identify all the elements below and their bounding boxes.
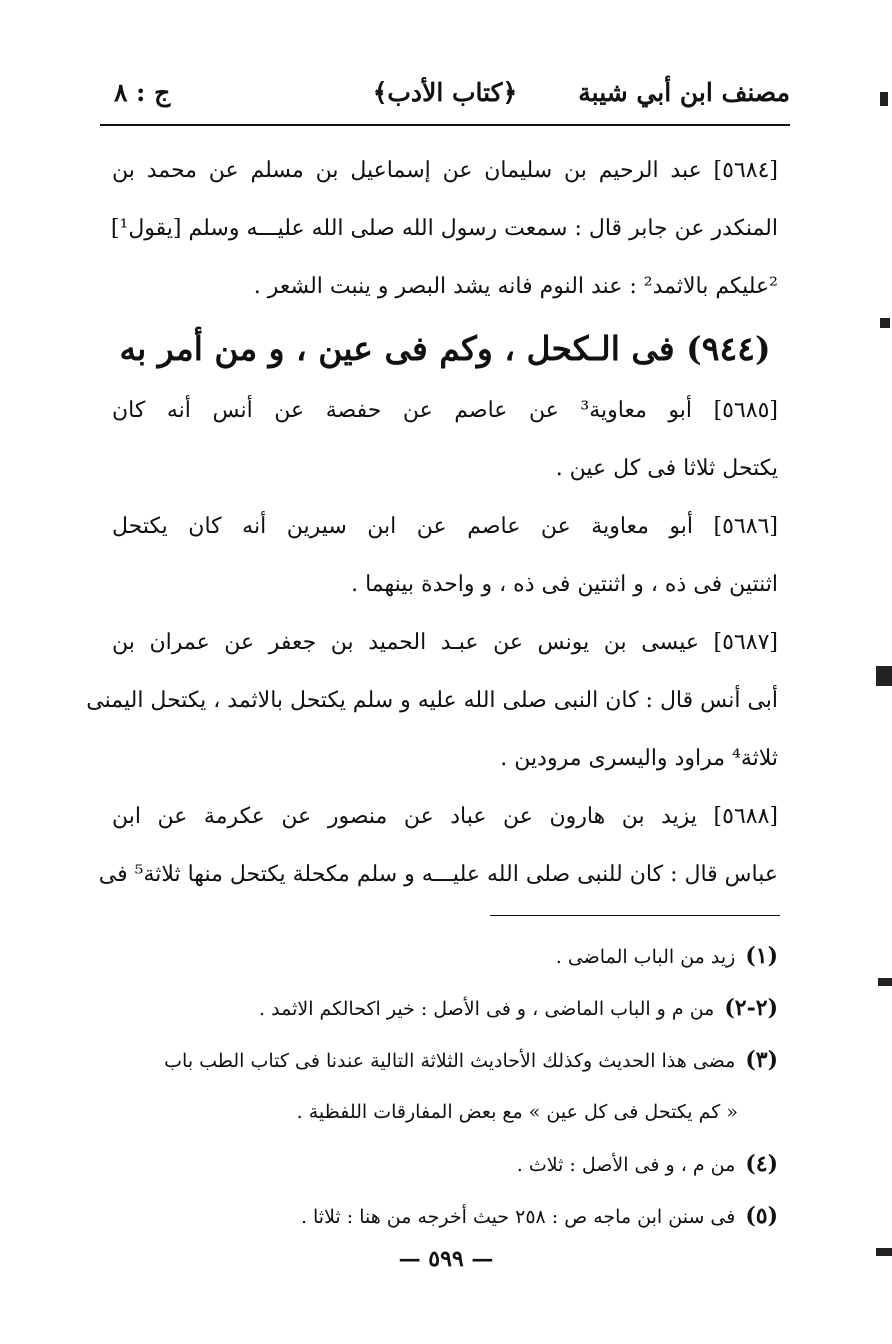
text-line: ²عليكم بالاثمد² : عند النوم فانه يشد البصر و ينبت الشعر . (253, 274, 778, 299)
footnote-text: زيد من الباب الماضى . (555, 946, 736, 968)
text-line: [٥٦٨٤] عبد الرحيم بن سليمان عن إسماعيل بن مسلم عن محمد بن (112, 158, 778, 183)
footnote-rule (490, 915, 780, 916)
footnote (112, 1138, 778, 1190)
footnote-text: من م و الباب الماضى ، و فى الأصل : خير اكحالكم الاثمد . (259, 998, 715, 1020)
footnote (112, 1034, 778, 1086)
book-title: مصنف ابن أبي شيبة (578, 78, 790, 107)
footnote-mark: (٥) (745, 1203, 778, 1229)
chapter-heading: (٩٤٤) فى الـكحل ، وكم فى عين ، و من أمر به (119, 329, 771, 368)
page-number: — ٥٩٩ — (398, 1246, 494, 1272)
footnote (112, 1190, 778, 1242)
footnote-text: من م ، و فى الأصل : ثلاث . (516, 1154, 736, 1176)
footnote-text: فى سنن ابن ماجه ص : ٢٥٨ حيث أخرجه من هنا : ثلاثا . (300, 1206, 736, 1228)
text-line: يكتحل ثلاثا فى كل عين . (555, 456, 778, 481)
footnote (112, 930, 778, 982)
text-line: أبى أنس قال : كان النبى صلى الله عليه و سلم يكتحل بالاثمد ، يكتحل اليمنى (86, 688, 778, 713)
scan-mark (876, 1248, 892, 1256)
text-line: [٥٦٨٦] أبو معاوية عن عاصم عن ابن سيرين أنه كان يكتحل (112, 514, 778, 539)
footnote-mark: (١) (745, 943, 778, 969)
footnote-text: مضى هذا الحديث وكذلك الأحاديث الثلاثة التالية عندنا فى كتاب الطب باب (164, 1050, 736, 1072)
scan-mark (876, 666, 892, 686)
text-line: ثلاثة⁴ مراود واليسرى مرودين . (500, 746, 778, 771)
footnotes (112, 930, 778, 1242)
footnote (112, 982, 778, 1034)
header-rule (100, 124, 790, 126)
text-line: [٥٦٨٧] عيسى بن يونس عن عبـد الحميد بن جعفر عن عمران بن (112, 630, 778, 655)
section-title: ﴿كتاب الأدب﴾ (372, 78, 518, 107)
text-line: [٥٦٨٨] يزيد بن هارون عن عباد عن منصور عن عكرمة عن ابن (112, 804, 778, 829)
footnote-mark: (٢-٢) (724, 995, 778, 1021)
footnote-mark: (٣) (745, 1047, 778, 1073)
running-header (100, 72, 790, 120)
footnote-mark: (٤) (745, 1151, 778, 1177)
text-line: اثنتين فى ذه ، و اثنتين فى ذه ، و واحدة بينهما . (351, 572, 778, 597)
scan-mark (880, 318, 890, 328)
volume-number: ج : ٨ (114, 78, 171, 107)
scan-mark (880, 92, 888, 106)
text-line: المنكدر عن جابر قال : سمعت رسول الله صلى الله عليـــه وسلم [يقول¹] (110, 216, 778, 241)
footnote-continuation (112, 1086, 778, 1138)
text-line: [٥٦٨٥] أبو معاوية³ عن عاصم عن حفصة عن أنس أنه كان (112, 398, 779, 423)
footnote-text: « كم يكتحل فى كل عين » مع بعض المفارقات اللفظية . (296, 1101, 738, 1123)
text-line: عباس قال : كان للنبى صلى الله عليـــه و سلم مكحلة يكتحل منها ثلاثة⁵ فى (98, 862, 778, 887)
scan-mark (878, 978, 892, 986)
main-text (86, 142, 779, 904)
